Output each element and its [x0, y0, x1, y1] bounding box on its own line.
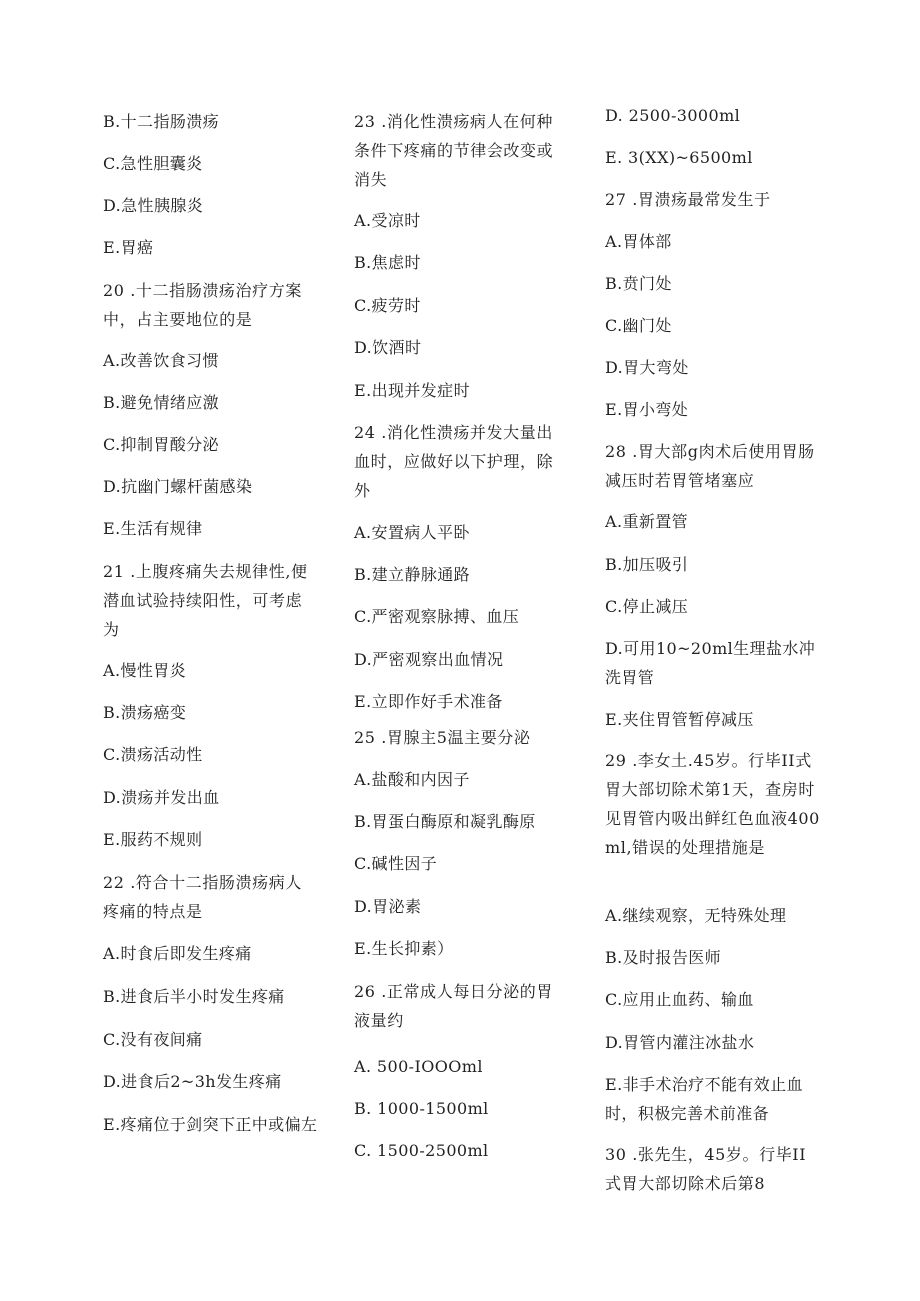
option-line: E.非手术治疗不能有效止血时，积极完善术前准备 — [605, 1075, 803, 1123]
option-line: E.生长抑素） — [354, 939, 454, 958]
option-line: D.胃管内灌注冰盐水 — [605, 1033, 755, 1052]
question-24: 24 .消化性溃疡并发大量出血时，应做好以下护理，除外 — [354, 423, 554, 500]
option-line: A. 500-IOOOml — [354, 1057, 483, 1076]
option-line: E.生活有规律 — [103, 519, 203, 538]
option-line: C.溃疡活动性 — [103, 745, 203, 764]
question-21: 21 .上腹疼痛失去规律性,便潜血试验持续阳性，可考虑为 — [103, 562, 308, 639]
question-23: 23 .消化性溃疡病人在何种条件下疼痛的节律会改变或消失 — [354, 112, 554, 189]
option-line: C.抑制胃酸分泌 — [103, 435, 219, 454]
option-line: D.急性胰腺炎 — [103, 196, 204, 215]
option-line: D.进食后2~3h发生疼痛 — [103, 1072, 282, 1091]
option-line: B.避免情绪应激 — [103, 393, 220, 412]
option-line: E.服药不规则 — [103, 830, 203, 849]
question-29: 29 .李女土.45岁。行毕II式胃大部切除术第1天，查房时见胃管内吸出鲜红色血液400ml,错误的处理措施是 — [605, 751, 820, 857]
option-line: D.饮酒时 — [354, 338, 422, 357]
option-line: B. 1000-1500ml — [354, 1099, 489, 1118]
option-line: B.加压吸引 — [605, 555, 689, 574]
option-line: B.十二指肠溃疡 — [103, 112, 220, 131]
option-line: C.严密观察脉搏、血压 — [354, 607, 520, 626]
option-line: D.严密观察出血情况 — [354, 650, 504, 669]
option-line: A.改善饮食习惯 — [103, 351, 219, 370]
option-line: A.重新置管 — [605, 512, 689, 531]
question-28: 28 .胃大部g肉术后使用胃肠减压时若胃管堵塞应 — [605, 442, 815, 490]
question-22: 22 .符合十二指肠溃疡病人疼痛的特点是 — [103, 873, 302, 921]
option-line: B.焦虑时 — [354, 253, 421, 272]
option-line: E. 3(XX)~6500ml — [605, 148, 753, 167]
option-line: A.慢性胃炎 — [103, 661, 187, 680]
option-line: C.急性胆囊炎 — [103, 154, 203, 173]
question-30: 30 .张先生，45岁。行毕II式胃大部切除术后第8 — [605, 1145, 807, 1193]
option-line: C.应用止血药、输血 — [605, 990, 754, 1009]
option-line: A.安置病人平卧 — [354, 523, 470, 542]
option-line: A.时食后即发生疼痛 — [103, 944, 252, 963]
option-line: E.疼痛位于剑突下正中或偏左 — [103, 1115, 318, 1134]
option-line: D. 2500-3000ml — [605, 106, 741, 125]
option-line: B.贲门处 — [605, 274, 672, 293]
option-line: B.及时报告医师 — [605, 948, 722, 967]
question-26: 26 .正常成人每日分泌的胃液量约 — [354, 982, 553, 1030]
option-line: E.胃小弯处 — [605, 400, 689, 419]
option-line: B.进食后半小时发生疼痛 — [103, 987, 285, 1006]
option-line: A.胃体部 — [605, 232, 672, 251]
option-line: C.疲劳时 — [354, 296, 421, 315]
question-20: 20 .十二指肠溃疡治疗方案中，占主要地位的是 — [103, 281, 302, 329]
question-27: 27 .胃溃疡最常发生于 — [605, 190, 771, 209]
option-line: C.碱性因子 — [354, 854, 438, 873]
option-line: D.胃大弯处 — [605, 358, 689, 377]
option-line: A.受凉时 — [354, 211, 421, 230]
option-line: E.夹住胃管暂停减压 — [605, 710, 754, 729]
option-line: C.停止减压 — [605, 597, 689, 616]
option-line: B.溃疡癌变 — [103, 703, 187, 722]
option-line: C.没有夜间痛 — [103, 1030, 203, 1049]
option-line: B.胃蛋白酶原和凝乳酶原 — [354, 812, 536, 831]
question-25: 25 .胃腺主5温主要分泌 — [354, 728, 531, 747]
option-line: D.可用10~20ml生理盐水冲洗胃管 — [605, 639, 816, 687]
option-line: D.胃泌素 — [354, 897, 422, 916]
option-line: C.幽门处 — [605, 316, 672, 335]
option-line: D.抗幽门螺杆菌感染 — [103, 477, 253, 496]
option-line: E.出现并发症时 — [354, 381, 470, 400]
option-line: B.建立静脉通路 — [354, 565, 471, 584]
option-line: E.胃癌 — [103, 238, 154, 257]
option-line: C. 1500-2500ml — [354, 1141, 489, 1160]
option-line: A.盐酸和内因子 — [354, 770, 470, 789]
option-line: E.立即作好手术准备 — [354, 692, 503, 711]
option-line: D.溃疡并发出血 — [103, 788, 220, 807]
option-line: A.继续观察，无特殊处理 — [605, 906, 787, 925]
